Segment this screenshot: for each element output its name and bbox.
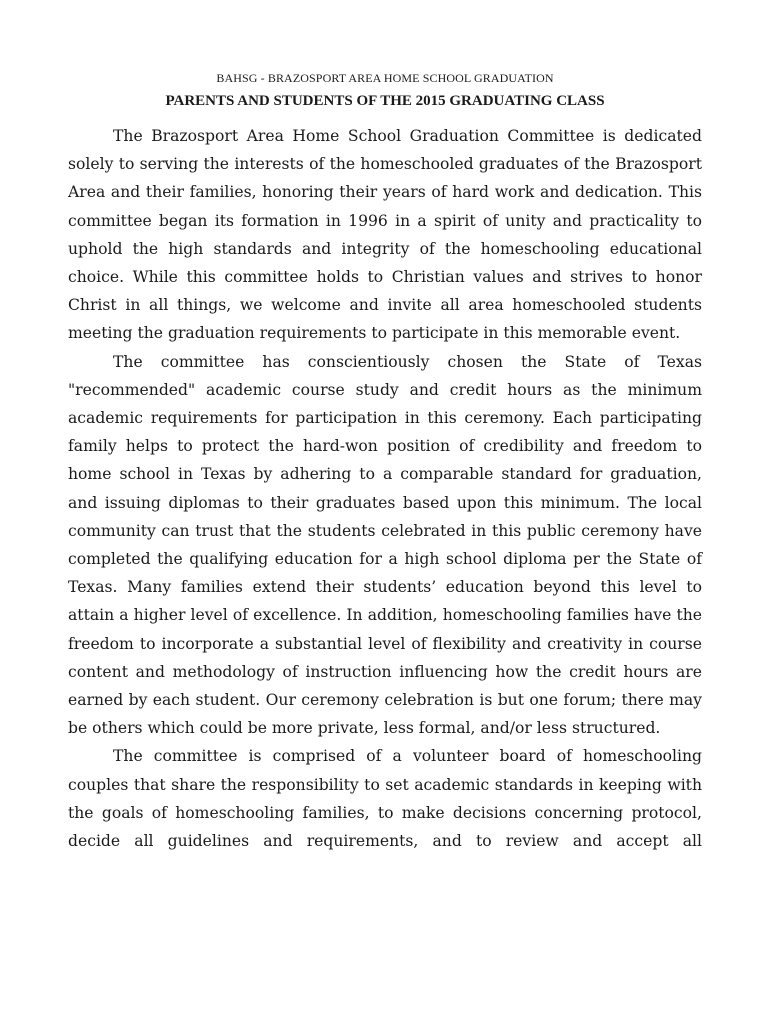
paragraph: The committee is comprised of a volunteer board of homeschooling couples that share the responsibility to set academic standards in keeping with the goals of homeschooling families, to make decisions concerning protocol, decide all guidelines and requirements, and to review and accept all — [68, 747, 702, 851]
document-header: BAHSG - BRAZOSPORT AREA HOME SCHOOL GRADUATION — [216, 71, 554, 85]
paragraph: The Brazosport Area Home School Graduation Committee is dedicated solely to serving the interests of the homeschooled graduates of the Brazosport Area and their families, honoring their years of hard work and dedication. This committee began its formation in 1996 in a spirit of unity and practicality to uphold the high standards and integrity of the homeschooling educational choice. While this committee holds to Christian values and strives to honor Christ in all things, we welcome and invite all area homeschooled students meeting the graduation requirements to participate in this memorable event. — [68, 127, 702, 343]
document-title: PARENTS AND STUDENTS OF THE 2015 GRADUATING CLASS — [165, 93, 605, 109]
document-body — [68, 122, 702, 855]
paragraph: The committee has conscientiously chosen the State of Texas "recommended" academic course study and credit hours as the minimum academic requirements for participation in this ceremony. Each participating family helps to protect the hard-won position of credibility and freedom to home school in Texas by adhering to a comparable standard for graduation, and issuing diplomas to their graduates based upon this minimum. The local community can trust that the students celebrated in this public ceremony have completed the qualifying education for a high school diploma per the State of Texas. Many families extend their students’ education beyond this level to attain a higher level of excellence. In addition, homeschooling families have the freedom to incorporate a substantial level of flexibility and creativity in course content and methodology of instruction influencing how the credit hours are earned by each student. Our ceremony celebration is but one forum; there may be others which could be more private, less formal, and/or less structured. — [68, 352, 702, 738]
